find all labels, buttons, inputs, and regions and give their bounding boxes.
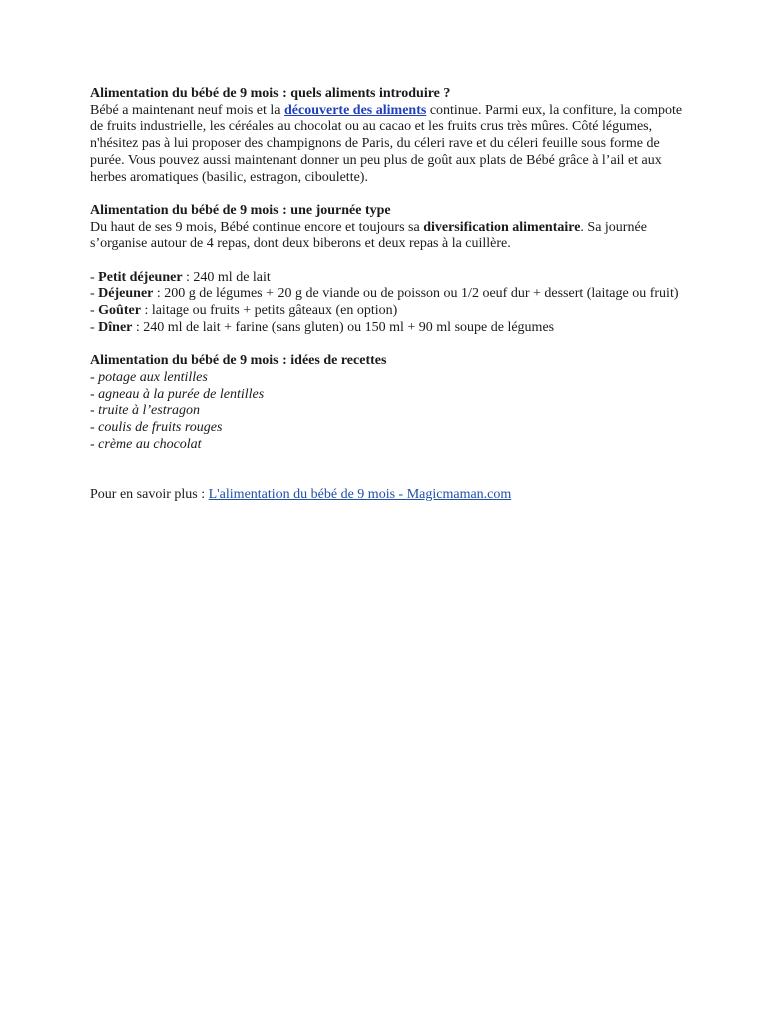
decouverte-aliments-link[interactable]: découverte des aliments [284,102,427,118]
section-aliments [90,86,690,186]
diversification-bold: diversification alimentaire [423,219,581,235]
list-item: - crème au chocolat [90,436,202,452]
section-journee-title: Alimentation du bébé de 9 mois : une journée type [90,202,391,218]
meal-item-diner: - Dîner : 240 ml de lait + farine (sans gluten) ou 150 ml + 90 ml soupe de légumes [90,319,555,335]
section-aliments-paragraph: Bébé a maintenant neuf mois et la découverte des aliments continue. Parmi eux, la confiture, la compote de fruits industrielle, les céréales au chocolat ou au cacao et les fruits crus très mûres. Côté légumes, n'hésitez pas à lui proposer des champignons de Paris, du céleri rave et du céleri feuille sous forme de purée. Vous pouvez aussi maintenant donner un peu plus de goût aux plats de Bébé grâce à l’ail et aux herbes aromatiques (basilic, estragon, ciboulette). [90,102,683,185]
recipes-list [90,370,690,454]
section-recettes [90,353,690,453]
meal-item-dejeuner: - Déjeuner : 200 g de légumes + 20 g de viande ou de poisson ou 1/2 oeuf dur + dessert (laitage ou fruit) [90,286,679,302]
section-recettes-title: Alimentation du bébé de 9 mois : idées de recettes [90,353,387,369]
section-journee-paragraph: Du haut de ses 9 mois, Bébé continue encore et toujours sa diversification alimentaire. Sa journée s’organise autour de 4 repas, dont deux biberons et deux repas à la cuillère. [90,219,647,252]
list-item: - agneau à la purée de lentilles [90,386,265,402]
meal-item-gouter: - Goûter : laitage ou fruits + petits gâteaux (en option) [90,303,398,319]
section-aliments-title: Alimentation du bébé de 9 mois : quels aliments introduire ? [90,86,451,101]
list-item: - potage aux lentilles [90,369,208,385]
footer-more-info: Pour en savoir plus : L'alimentation du bébé de 9 mois - Magicmaman.com [90,486,512,502]
meals-list [90,270,690,337]
document-content [90,86,690,504]
blank-line [90,470,690,487]
list-item: - truite à l’estragon [90,403,201,419]
section-journee-type [90,203,690,253]
list-item: - coulis de fruits rouges [90,420,223,436]
magicmaman-link[interactable]: L'alimentation du bébé de 9 mois - Magicmaman.com [208,486,512,502]
meal-item-petit-dejeuner: - Petit déjeuner : 240 ml de lait [90,269,271,285]
